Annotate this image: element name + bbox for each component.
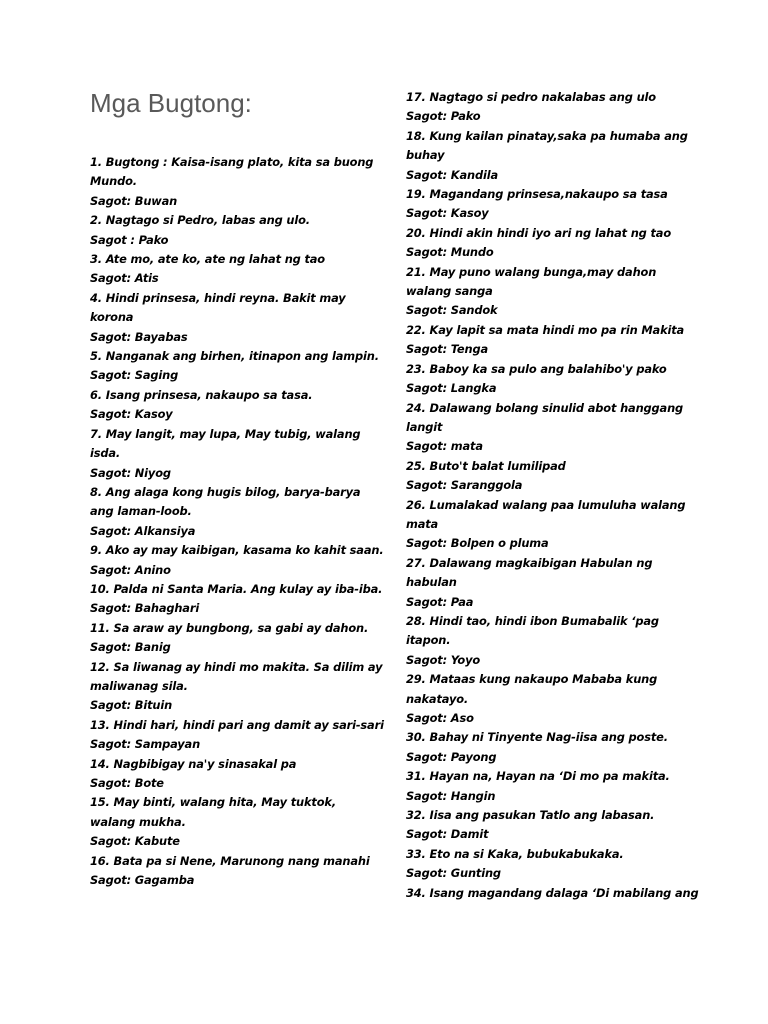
answer-line: Sagot: Kandila <box>406 167 499 182</box>
riddle-line: 13. Hindi hari, hindi pari ang damit ay sari-sari <box>90 717 384 732</box>
answer-line: Sagot: Pako <box>406 109 481 124</box>
riddle-line: maliwanag sila. <box>90 678 188 693</box>
riddle-line: 11. Sa araw ay bungbong, sa gabi ay dahon. <box>90 620 369 635</box>
riddle-line: Mundo. <box>90 174 137 189</box>
answer-line: Sagot: Payong <box>406 749 497 764</box>
riddle-line: langit <box>406 419 443 434</box>
riddle-line: mata <box>406 516 439 531</box>
riddle-line: 28. Hindi tao, hindi ibon Bumabalik ‘pag <box>406 613 659 628</box>
riddle-line: 31. Hayan na, Hayan na ‘Di mo pa makita. <box>406 769 670 784</box>
riddle-line: 3. Ate mo, ate ko, ate ng lahat ng tao <box>90 252 325 267</box>
riddle-line: 12. Sa liwanag ay hindi mo makita. Sa dilim ay <box>90 659 383 674</box>
riddle-line: 5. Nanganak ang birhen, itinapon ang lampin. <box>90 349 379 364</box>
riddle-line: 1. Bugtong : Kaisa-isang plato, kita sa buong <box>90 155 374 169</box>
riddle-line: 18. Kung kailan pinatay,saka pa humaba ang <box>406 128 688 143</box>
answer-line: Sagot: Saranggola <box>406 478 523 493</box>
riddle-line: korona <box>90 310 134 325</box>
riddle-line: ang laman-loob. <box>90 504 192 519</box>
answer-line: Sagot: Damit <box>406 827 489 842</box>
answer-line: Sagot: Aso <box>406 711 474 725</box>
riddle-line: 4. Hindi prinsesa, hindi reyna. Bakit may <box>90 290 346 305</box>
riddle-line: 15. May binti, walang hita, May tuktok, <box>90 795 336 810</box>
answer-line: Sagot: Atis <box>90 271 159 286</box>
riddle-line: 10. Palda ni Santa Maria. Ang kulay ay iba-iba. <box>90 581 383 596</box>
riddle-line: 29. Mataas kung nakaupo Mababa kung <box>406 672 658 687</box>
answer-line: Sagot : Pako <box>90 232 169 247</box>
riddle-line: 9. Ako ay may kaibigan, kasama ko kahit saan. <box>90 543 384 558</box>
riddle-line: 20. Hindi akin hindi iyo ari ng lahat ng tao <box>406 225 672 240</box>
riddle-line: walang mukha. <box>90 814 186 829</box>
riddle-line: 17. Nagtago si pedro nakalabas ang ulo <box>406 90 656 104</box>
answer-line: Sagot: Bote <box>90 776 164 790</box>
riddles-right-column <box>406 88 699 903</box>
riddle-line: 27. Dalawang magkaibigan Habulan ng <box>406 555 653 570</box>
answer-line: Sagot: Yoyo <box>406 652 481 667</box>
riddle-line: 25. Buto't balat lumilipad <box>406 458 566 473</box>
riddle-line: nakatayo. <box>406 691 469 706</box>
riddle-line: 30. Bahay ni Tinyente Nag-iisa ang poste. <box>406 730 668 745</box>
riddle-line: itapon. <box>406 633 451 648</box>
answer-line: Sagot: Anino <box>90 562 171 577</box>
answer-line: Sagot: Bahaghari <box>90 601 200 616</box>
riddle-line: 23. Baboy ka sa pulo ang balahibo'y pako <box>406 361 667 376</box>
riddles-left-column <box>90 153 384 890</box>
riddle-line: 22. Kay lapit sa mata hindi mo pa rin Makita <box>406 322 685 337</box>
answer-line: Sagot: Tenga <box>406 342 489 357</box>
riddle-line: 26. Lumalakad walang paa lumuluha walang <box>406 497 686 512</box>
answer-line: Sagot: Mundo <box>406 245 494 260</box>
answer-line: Sagot: Bolpen o pluma <box>406 536 549 551</box>
answer-line: Sagot: Sampayan <box>90 737 201 752</box>
riddle-line: buhay <box>406 148 445 163</box>
riddle-line: 8. Ang alaga kong hugis bilog, barya-barya <box>90 484 361 499</box>
answer-line: Sagot: Kasoy <box>406 206 489 221</box>
riddle-line: 33. Eto na si Kaka, bubukabukaka. <box>406 846 624 861</box>
riddle-line: 6. Isang prinsesa, nakaupo sa tasa. <box>90 387 313 402</box>
riddle-line: 2. Nagtago si Pedro, labas ang ulo. <box>90 213 310 228</box>
riddle-line: 21. May puno walang bunga,may dahon <box>406 264 657 279</box>
riddle-line: 19. Magandang prinsesa,nakaupo sa tasa <box>406 187 668 202</box>
riddle-line: 32. Iisa ang pasukan Tatlo ang labasan. <box>406 808 655 823</box>
answer-line: Sagot: Bituin <box>90 698 173 713</box>
riddle-line: walang sanga <box>406 284 493 299</box>
answer-line: Sagot: Buwan <box>90 193 178 208</box>
answer-line: Sagot: Kabute <box>90 834 180 849</box>
answer-line: Sagot: Bayabas <box>90 329 188 344</box>
answer-line: Sagot: Gagamba <box>90 873 195 888</box>
riddle-line: 16. Bata pa si Nene, Marunong nang manahi <box>90 853 370 868</box>
riddle-line: habulan <box>406 575 457 590</box>
answer-line: Sagot: Sandok <box>406 303 498 318</box>
answer-line: Sagot: Hangin <box>406 788 496 803</box>
answer-line: Sagot: mata <box>406 439 483 454</box>
answer-line: Sagot: Saging <box>90 368 179 383</box>
riddle-line: 34. Isang magandang dalaga ‘Di mabilang ang <box>406 885 699 900</box>
answer-line: Sagot: Paa <box>406 594 474 609</box>
answer-line: Sagot: Kasoy <box>90 407 173 422</box>
answer-line: Sagot: Alkansiya <box>90 523 196 538</box>
answer-line: Sagot: Gunting <box>406 866 501 881</box>
page-title: Mga Bugtong: <box>90 88 252 118</box>
answer-line: Sagot: Langka <box>406 381 497 396</box>
answer-line: Sagot: Niyog <box>90 465 171 480</box>
answer-line: Sagot: Banig <box>90 640 171 655</box>
riddle-line: 14. Nagbibigay na'y sinasakal pa <box>90 756 297 771</box>
riddle-line: 7. May langit, may lupa, May tubig, walang <box>90 426 361 441</box>
riddle-line: 24. Dalawang bolang sinulid abot hanggang <box>406 400 684 415</box>
riddle-line: isda. <box>90 446 121 461</box>
